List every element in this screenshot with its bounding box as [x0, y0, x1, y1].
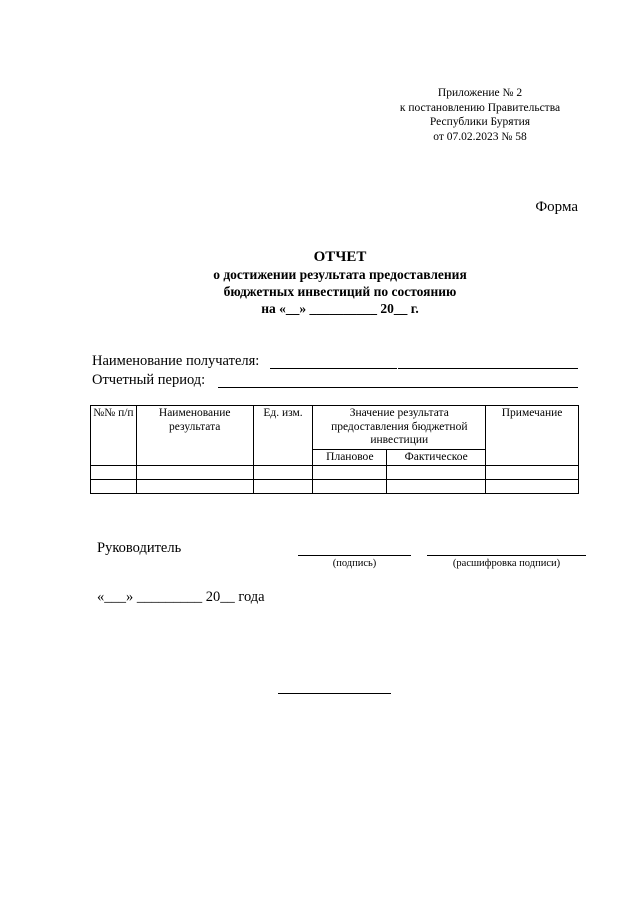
signature-decode-line[interactable]	[427, 541, 586, 556]
table-cell[interactable]	[387, 466, 486, 480]
header-unit: Ед. изм.	[253, 406, 313, 466]
header-note: Примечание	[486, 406, 579, 466]
appendix-line-4: от 07.02.2023 № 58	[433, 130, 527, 143]
table-cell[interactable]	[313, 480, 387, 494]
header-number: №№ п/п	[91, 406, 137, 466]
signature-decode-caption: (расшифровка подписи)	[452, 558, 561, 569]
table-cell[interactable]	[91, 480, 137, 494]
table-cell[interactable]	[486, 466, 579, 480]
table-cell[interactable]	[253, 466, 313, 480]
separator-line	[278, 693, 391, 694]
table-cell[interactable]	[313, 466, 387, 480]
title-line-3: бюджетных инвестиций по состоянию	[223, 284, 457, 299]
report-title	[120, 249, 560, 317]
report-table	[90, 405, 579, 494]
table-row	[91, 466, 579, 480]
header-planned: Плановое	[313, 449, 387, 466]
head-label: Руководитель	[97, 540, 182, 556]
recipient-underline-2[interactable]	[398, 354, 578, 369]
title-line-4: на «__» __________ 20__ г.	[261, 301, 419, 316]
table-cell[interactable]	[91, 466, 137, 480]
table-row	[91, 480, 579, 494]
signature-caption: (подпись)	[332, 558, 377, 569]
recipient-underline-1[interactable]	[270, 354, 397, 369]
table-cell[interactable]	[136, 466, 253, 480]
recipient-label: Наименование получателя:	[92, 353, 260, 369]
signature-line[interactable]	[298, 541, 411, 556]
title-line-2: о достижении результата предоставления	[213, 267, 467, 282]
form-label: Форма	[535, 199, 578, 215]
date-line: «___» _________ 20__ года	[97, 589, 265, 605]
table-cell[interactable]	[486, 480, 579, 494]
appendix-line-2: к постановлению Правительства	[399, 101, 561, 114]
period-underline[interactable]	[218, 373, 578, 388]
appendix-line-3: Республики Бурятия	[429, 116, 531, 128]
header-result-value: Значение результата предоставления бюджетной инвестиции	[313, 406, 486, 450]
table-cell[interactable]	[136, 480, 253, 494]
header-result-name: Наименование результата	[136, 406, 253, 466]
title-main: ОТЧЕТ	[313, 249, 367, 265]
table-cell[interactable]	[387, 480, 486, 494]
appendix-block	[360, 86, 600, 144]
table-cell[interactable]	[253, 480, 313, 494]
period-label: Отчетный период:	[92, 372, 206, 388]
table-header-row	[91, 406, 579, 450]
appendix-line-1: Приложение № 2	[437, 87, 523, 99]
header-actual: Фактическое	[387, 449, 486, 466]
